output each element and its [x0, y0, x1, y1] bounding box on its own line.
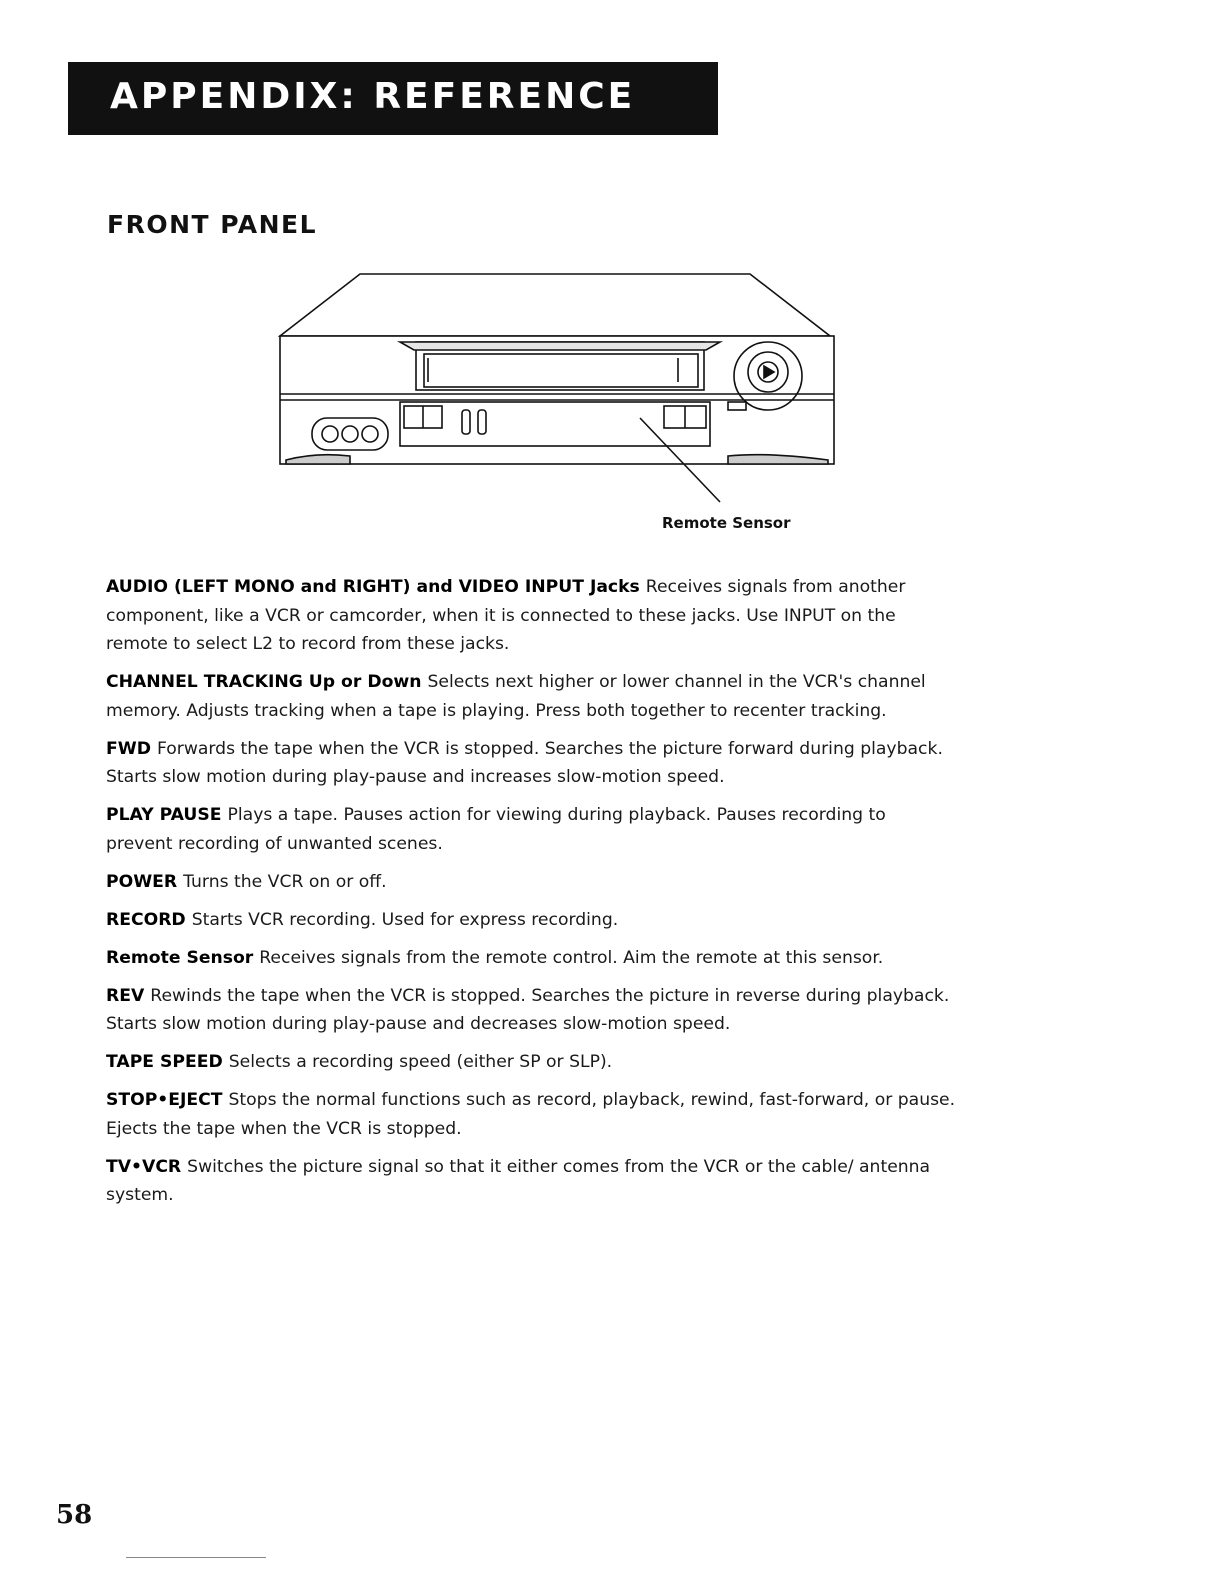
entry-term: REV [106, 985, 145, 1006]
entry-term: PLAY PAUSE [106, 805, 222, 825]
entry-term: CHANNEL TRACKING Up or Down [106, 672, 422, 692]
entry-text: Turns the VCR on or off. [183, 871, 387, 892]
remote-sensor-callout: Remote Sensor [662, 514, 791, 532]
entry-text: Rewinds the tape when the VCR is stopped. Searches the picture in reverse during playback. Starts slow motion during play-pause and decreases slow-motion speed. [106, 985, 950, 1034]
entry-rev [106, 982, 956, 1039]
entry-term: FWD [106, 738, 151, 759]
entry-record [106, 906, 956, 935]
footer-rule [126, 1557, 266, 1558]
entry-channel-tracking [106, 668, 956, 725]
entry-term: AUDIO (LEFT MONO and RIGHT) and VIDEO INPUT Jacks [106, 577, 640, 597]
entry-tv-vcr [106, 1153, 956, 1210]
entry-audio-video-input [106, 573, 956, 659]
entry-term: RECORD [106, 909, 186, 930]
header-bar [68, 62, 718, 135]
page-number: 58 [56, 1500, 93, 1530]
entry-term: POWER [106, 871, 178, 892]
entry-term: Remote Sensor [106, 947, 254, 968]
entry-text: Selects a recording speed (either SP or SLP). [228, 1052, 613, 1072]
entry-text: Receives signals from the remote control. Aim the remote at this sensor. [259, 947, 884, 968]
section-title: FRONT PANEL [107, 210, 318, 239]
entry-text: Starts VCR recording. Used for express recording. [191, 909, 619, 930]
entry-tape-speed [106, 1048, 956, 1077]
entry-term: TV•VCR [106, 1156, 182, 1177]
entry-text: Switches the picture signal so that it either comes from the VCR or the cable/ antenna system. [106, 1156, 931, 1205]
entry-fwd [106, 735, 956, 792]
entry-power [106, 868, 956, 897]
entry-term: TAPE SPEED [106, 1052, 223, 1072]
page-title: APPENDIX: REFERENCE [110, 76, 636, 117]
entry-text: Selects next higher or lower channel in the VCR's channel memory. Adjusts tracking when a tape is playing. Press both together to recenter tracking. [106, 672, 926, 721]
entry-term: STOP•EJECT [106, 1090, 223, 1110]
entry-text: Forwards the tape when the VCR is stopped. Searches the picture forward during playback. Starts slow motion during play-pause and increases slow-motion speed. [106, 738, 943, 787]
entry-text: Receives signals from another component, like a VCR or camcorder, when it is connected to these jacks. Use INPUT on the remote to select L2 to record from these jacks. [106, 577, 906, 654]
vcr-illustration-svg [276, 270, 842, 520]
entry-stop-eject [106, 1086, 956, 1143]
entry-text: Plays a tape. Pauses action for viewing during playback. Pauses recording to prevent recording of unwanted scenes. [106, 805, 886, 854]
entry-remote-sensor [106, 944, 956, 973]
entry-text: Stops the normal functions such as record, playback, rewind, fast-forward, or pause. Ejects the tape when the VCR is stopped. [106, 1090, 956, 1139]
vcr-front-panel-illustration [276, 270, 842, 520]
reference-list [106, 573, 956, 1219]
entry-play-pause [106, 801, 956, 858]
